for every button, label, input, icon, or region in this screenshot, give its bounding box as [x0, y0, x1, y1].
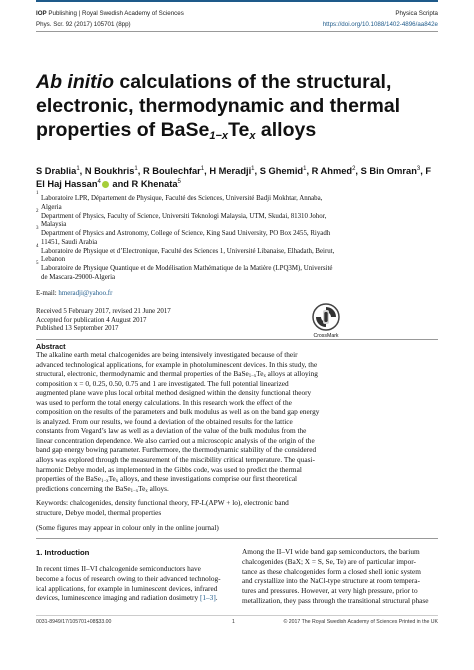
abstract-text: is analyzed. From our results, we found a deviation of the obtained results for the lattice: [36, 416, 293, 426]
author-list: S Drablia$^1$, N Boukhris$^1$, R Boulechfar$^1$, H Meradji$^1$, S Ghemid$^1$, R Ahmed$^2$, S Bin Omran$^3$, F El Haj Hassan$^4$ and R Khenata$^5$: [36, 166, 432, 189]
author-name: H Meradji: [209, 166, 252, 176]
affiliation-item: 3 Department of Physics and Astronomy, College of Science, King Saud University, PO Box 2455, Riyadh 11451, Saudi Arabia: [36, 230, 436, 248]
title-italic: Ab initio: [36, 71, 114, 93]
formula-element: Te: [108, 474, 116, 484]
date-accepted: Accepted for publication 4 August 2017: [36, 316, 147, 324]
abstract-text: linear concentration dependence. We also carried out a microscopic analysis of the origin of the: [36, 435, 315, 445]
author-name: R Boulechfar: [142, 166, 201, 176]
page-number: 1: [232, 619, 235, 625]
affiliation-line: de Mascara-29000-Algeria: [41, 273, 116, 281]
affiliation-line: Laboratoire LPR, Département de Physique, Faculté des Sciences, Université Badji Mokhtar, Annaba,: [41, 195, 323, 202]
affiliation-item: 4 Laboratoire de Physique et d’Electronique, Faculté des Sciences 1, Université Libanaise, Elhadath, Beirut, Lebanon: [36, 248, 436, 266]
abstract-body: [36, 350, 438, 493]
title-formula-mid: Te: [228, 119, 250, 141]
formula-subscript: x: [115, 479, 119, 485]
abstract-line: [36, 417, 438, 427]
citation-link[interactable]: [1–3]: [199, 593, 216, 603]
abstract-text: predictions concerning the BaSe: [36, 483, 131, 493]
footer-issn: 0031-8949/17/105701+08$33.00: [36, 619, 112, 625]
email-link[interactable]: hmeradji@yahoo.fr: [58, 290, 113, 297]
introduction-left-column: [36, 564, 232, 603]
intro-text: devices, luminescence imaging and radiation dosimetry: [36, 593, 200, 603]
introduction-right-column: [242, 547, 438, 606]
abstract-text: alloys was explored through the measurement of the miscibility critical temperature. The quasi-: [36, 455, 315, 465]
abstract-line: [36, 407, 438, 417]
formula-element: Te: [138, 483, 146, 493]
crossmark-label: CrossMark: [313, 333, 339, 339]
abstract-text: The alkaline earth metal chalcogenides are being intensively investigated because of their: [36, 350, 298, 359]
formula-subscript: 1−x: [248, 374, 257, 380]
author-affiliation-mark: 2: [352, 166, 356, 172]
abstract-line: [36, 474, 438, 484]
title-line-3: [36, 118, 436, 142]
date-received: Received 5 February 2017, revised 21 June 2017: [36, 308, 171, 315]
author-affiliation-mark: 1: [303, 166, 307, 172]
title-formula-sub2: x: [249, 130, 256, 142]
author-affiliation-mark: 5: [177, 179, 181, 185]
abstract-text: advanced technological applications, for example in photoluminescent devices. In this study, the: [36, 359, 318, 369]
abstract-text: alloys, and these investigations comprise our first theoretical: [118, 474, 298, 484]
abstract-text: augmented plane wave plus local orbital method designed within the density functional theory: [36, 388, 312, 398]
author-name: S Ghemid: [259, 166, 304, 176]
author-affiliation-mark: 1: [200, 166, 205, 172]
abstract-text: alloys at alloying: [265, 369, 318, 379]
abstract-line: [36, 398, 438, 408]
formula-subscript: x: [263, 374, 266, 380]
intro-line: and crystallize into the NaCl-type structure at room tempera-: [242, 576, 420, 586]
section-rule: [36, 538, 438, 539]
keywords-line-1: Keywords: chalcogenides, density functional theory, FP-L(APW + lo), electronic band: [36, 498, 289, 507]
journal-reference: Phys. Scr. 92 (2017) 105701 (8pp): [36, 21, 131, 28]
email-line: [36, 290, 112, 297]
affiliation-line: Department of Physics, Faculty of Science, Universiti Teknologi Malaysia, UTM, Skudai, 81310 Johor,: [41, 212, 327, 220]
affiliation-item: 2 Department of Physics, Faculty of Science, Universiti Teknologi Malaysia, UTM, Skudai, 81310 Johor, Malaysia: [36, 213, 436, 231]
keywords-line-2: structure, Debye model, thermal properties: [36, 507, 162, 517]
affiliation-line: Laboratoire de Physique Quantique et de Modélisation Mathématique de la Matière (LPQ3M), Université: [41, 265, 333, 273]
author-affiliation-mark: 3: [416, 166, 421, 172]
footer-rule: [36, 615, 438, 616]
intro-line: become a focus of research owing to their advanced technolog-: [36, 573, 221, 583]
intro-line: [36, 593, 232, 603]
colour-note: (Some figures may appear in colour only in the online journal): [36, 523, 219, 532]
abstract-text: properties of the BaSe: [36, 474, 102, 484]
formula-element: Te: [256, 369, 264, 379]
abstract-line: [36, 445, 438, 455]
abstract-line: [36, 484, 438, 494]
author-name: S Drablia: [36, 166, 77, 176]
abstract-line: [36, 388, 438, 398]
abstract-line: [36, 350, 438, 360]
crossmark-badge[interactable]: [312, 303, 340, 343]
header-rule: [36, 31, 438, 32]
intro-line: Among the II–VI wide band gap semiconductors, the barium: [242, 547, 420, 556]
affiliation-line: 11451, Saudi Arabia: [41, 238, 98, 246]
affiliation-item: 1 Laboratoire LPR, Département de Physique, Faculté des Sciences, Université Badji Mokhtar, Annaba, Algeria: [36, 195, 436, 213]
publisher-name: Publishing | Royal Swedish Academy of Sciences: [46, 10, 184, 17]
title-formula-sub: 1−x: [209, 130, 229, 142]
abstract-line: [36, 465, 438, 475]
email-label: E-mail:: [36, 290, 59, 297]
abstract-text: band gap energy bowing parameter. Furthermore, the thermodynamic stability of the considered: [36, 445, 317, 455]
top-rule: [36, 0, 438, 2]
intro-line: tance as these chalcogenides form a closed shell ionic system: [242, 566, 421, 576]
abstract-line: [36, 369, 438, 379]
author-name: R Khenata: [131, 179, 178, 189]
author-affiliation-mark: 1: [134, 166, 138, 172]
title-line-2: electronic, thermodynamic and thermal: [36, 95, 401, 117]
abstract-line: [36, 436, 438, 446]
affiliation-line: Department of Physics and Astronomy, College of Science, King Saud University, PO Box 2455, Riyadh: [41, 230, 331, 238]
author-affiliation-mark: 1: [76, 166, 80, 172]
intro-line: In recent times II–VI chalcogenide semiconductors have: [36, 564, 201, 573]
title-rest: calculations of the structural,: [113, 71, 392, 93]
intro-line: ical applications, for example in luminescent devices, infrared: [36, 583, 218, 593]
title-formula-suffix: alloys: [255, 119, 317, 141]
orcid-icon: [102, 181, 109, 188]
author-affiliation-mark: 1: [251, 166, 255, 172]
affiliation-line: Lebanon: [41, 256, 66, 264]
formula-subscript: x: [145, 488, 148, 494]
abstract-line: [36, 360, 438, 370]
abstract-text: composition on the results of the parameters and bulk modulus as well as on the band gap energy: [36, 407, 320, 417]
author-affiliation-mark: 4: [97, 179, 101, 185]
abstract-text: composition x = 0, 0.25, 0.50, 0.75 and 1 are investigated. The full potential linearized: [36, 378, 289, 388]
footer-copyright: © 2017 The Royal Swedish Academy of Sciences Printed in the UK: [283, 619, 438, 625]
affiliations: [36, 191, 436, 283]
abstract-rule: [36, 339, 438, 340]
intro-line: chalcogenides (BaX; X = S, Se, Te) are of particular impor-: [242, 556, 416, 566]
journal-name: Physica Scripta: [395, 10, 438, 17]
abstract-text: structural, electronic, thermodynamic and thermal properties of the BaSe: [36, 369, 249, 379]
affiliation-line: Laboratoire de Physique et d’Electronique, Faculté des Sciences 1, Université Libanaise, Elhadath, Beirut,: [41, 247, 335, 255]
date-published: Published 13 September 2017: [36, 325, 119, 333]
author-name: R Ahmed: [311, 166, 353, 176]
intro-line: metallization, they pass through the transitional structural phase: [242, 595, 429, 605]
title-line-1: [36, 70, 436, 94]
author-name: N Boukhris: [84, 166, 135, 176]
doi-link[interactable]: https://doi.org/10.1088/1402-4896/aa842e: [322, 21, 438, 28]
affiliation-line: Malaysia: [41, 221, 67, 229]
abstract-text: was used to perform the total energy calculations. In this research work the effect of the: [36, 397, 292, 407]
author-name: F El Haj Hassan: [36, 166, 432, 189]
paper-title: [36, 70, 436, 142]
publisher-line: [36, 10, 184, 17]
title-formula-prefix: properties of BaSe: [36, 119, 210, 141]
abstract-line: [36, 455, 438, 465]
crossmark-icon: [312, 303, 340, 331]
formula-subscript: 1−x: [130, 488, 139, 494]
abstract-line: [36, 426, 438, 436]
affiliation-item: 5 Laboratoire de Physique Quantique et de Modélisation Mathématique de la Matière (LPQ3M), Université de Mascara-29000-Algeria: [36, 265, 436, 283]
abstract-text: harmonic Debye model, as implemented in the Gibbs code, was used to predict the thermal: [36, 464, 302, 474]
abstract-heading: Abstract: [36, 342, 66, 351]
intro-text: .: [215, 593, 218, 603]
author-name: S Bin Omran: [360, 166, 417, 176]
abstract-text: alloys.: [147, 483, 169, 493]
publication-dates: [36, 308, 171, 334]
affiliation-line: Algeria: [41, 203, 62, 211]
keywords: [36, 498, 438, 517]
abstract-line: [36, 379, 438, 389]
introduction-heading: 1. Introduction: [36, 548, 90, 557]
publisher-brand: IOP: [36, 10, 47, 17]
intro-line: tures and pressures. However, at very high pressure, prior to: [242, 586, 418, 596]
abstract-text: constants from Vegard’s law as well as a deviation of the value of the bulk modulus from the: [36, 426, 307, 436]
formula-subscript: 1−x: [101, 479, 109, 485]
